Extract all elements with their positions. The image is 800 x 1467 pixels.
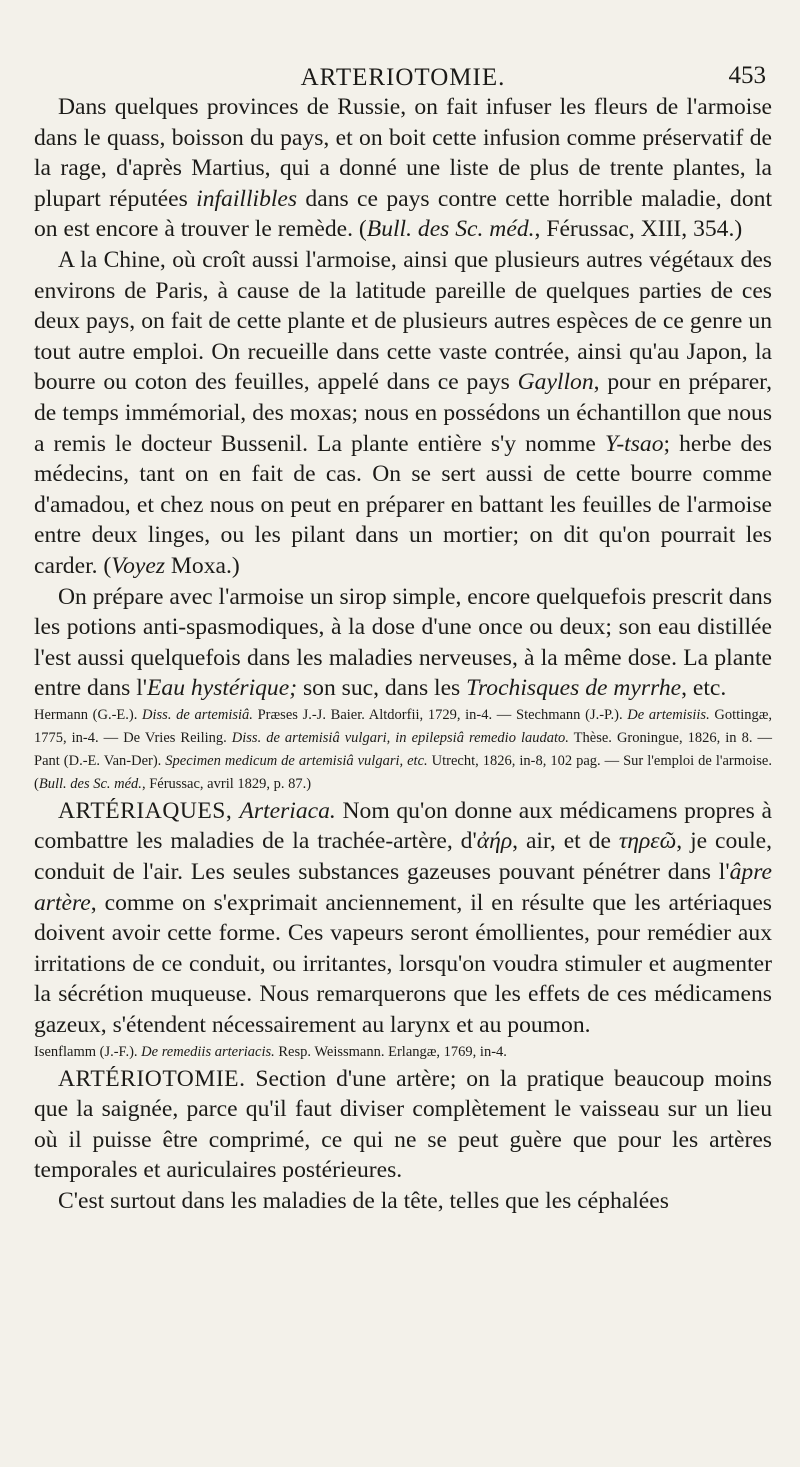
italic-run: Arteriaca.: [239, 797, 336, 824]
page-header: [34, 52, 772, 92]
text-run: son suc, dans les: [297, 675, 467, 702]
italic-run: âpre artère: [34, 859, 772, 916]
entry-arteriotomie: [34, 1064, 772, 1186]
text-run: Utrecht, 1826, in-8, 102 pag. — Sur l'emploi de l'armoise. (: [34, 752, 772, 792]
bibliography-note-arteriacis: [34, 1041, 772, 1064]
text-run: , comme on s'exprimait anciennement, il en résulte que les artériaques doivent avoir cette forme. Ces vapeurs seront émollientes, pour remédier aux irritations de ce conduit, ou irritantes, lorsqu'on voudra stimuler et augmenter la sécrétion muqueuse. Nous remarquerons que les effets de ces médicamens gazeux, s'étendent nécessairement au larynx et au poumon.: [34, 889, 772, 1039]
citation-journal: Bull. des Sc. méd.: [366, 216, 535, 243]
text-run: Gottingæ, 1775, in-4. — De Vries Reiling.: [34, 706, 773, 746]
entry-headword: ARTÉRIOTOMIE.: [58, 1065, 246, 1092]
text-run: , Férussac, XIII, 354.): [534, 216, 743, 243]
text-run: , Férussac, avril 1829, p. 87.): [141, 775, 312, 792]
text-run: A la Chine, où croît aussi l'armoise, ainsi que plusieurs autres végétaux des environs de Paris, à cause de la latitude pareille de quelques parties de ces deux pays, on fait de cette plante et de plusieurs autres espèces de ce genre un tout autre emploi. On recueille dans cette vaste contrée, ainsi qu'au Japon, la bourre ou coton des feuilles, appelé dans ce pays: [34, 246, 772, 396]
italic-run: Trochisques de myrrhe: [466, 675, 682, 702]
text-run: On prépare avec l'armoise un sirop simple, encore quelquefois prescrit dans les potions anti-spasmodiques, à la dose d'une once ou deux; son eau distillée l'est aussi quelquefois dans les maladies nerveuses, à la même dose. La plante entre dans l': [34, 583, 772, 702]
italic-run: Diss. de artemisiâ vulgari, in epilepsiâ remedio laudato.: [231, 729, 569, 746]
greek-word: τηρεῶ: [618, 828, 677, 855]
running-title: ARTERIOTOMIE.: [300, 64, 506, 91]
italic-run: Specimen medicum de artemisiâ vulgari, etc.: [165, 752, 428, 769]
italic-run: De remediis arteriacis.: [141, 1043, 275, 1060]
italic-run: infaillibles: [196, 185, 298, 212]
text-run: Moxa.): [165, 552, 240, 579]
text-run: Hermann (G.-E.).: [34, 706, 143, 723]
text-run: Resp. Weissmann. Erlangæ, 1769, in-4.: [274, 1043, 507, 1060]
italic-run: Bull. des Sc. méd.: [38, 775, 142, 792]
text-run: Isenflamm (J.-F.).: [34, 1043, 142, 1060]
italic-run: Voyez: [111, 552, 166, 579]
greek-word: ἀήρ: [476, 828, 513, 855]
bibliography-note-artemisia: [34, 704, 772, 796]
text-run: , pour en préparer, de temps immémorial, des moxas; nous en possédons un échantillon que nous a remis le docteur Bussenil. La plante entière s'y nomme: [34, 369, 772, 457]
text-run: Thèse. Groningue, 1826, in 8. — Pant (D.-E. Van-Der).: [34, 729, 772, 769]
text-run: C'est surtout dans les maladies de la tête, telles que les céphalées: [58, 1188, 669, 1214]
paragraph-preparation: [34, 582, 772, 704]
body-text: [34, 92, 772, 1217]
text-run: Præses J.-J. Baier. Altdorfii, 1729, in-4. — Stechmann (J.-P.).: [252, 706, 628, 723]
text-run: , etc.: [681, 675, 727, 702]
italic-run: Gayllon: [517, 369, 594, 396]
entry-headword: ARTÉRIAQUES,: [58, 797, 240, 824]
text-run: Section d'une artère; on la pratique beaucoup moins que la saignée, parce qu'il faut diviser complètement le vaisseau sur un lieu où il puisse être comprimé, ce qui ne se peut guère que pour les artères temporales et auriculaires postérieures.: [34, 1065, 772, 1184]
text-run: Nom qu'on donne aux médicamens propres à combattre les maladies de la trachée-artère, d': [34, 797, 772, 855]
text-run: Dans quelques provinces de Russie, on fait infuser les fleurs de l'armoise dans le quass, boisson du pays, et on boit cette infusion comme préservatif de la rage, d'après Martius, qui a donné une liste de plus de trente plantes, la plupart réputées: [34, 94, 772, 212]
text-run: dans ce pays contre cette horrible maladie, dont on est encore à trouver le remède. (: [34, 185, 772, 243]
text-run: , air, et de: [512, 828, 619, 855]
italic-run: Diss. de artemisiâ.: [142, 706, 253, 723]
text-run: , je coule, conduit de l'air. Les seules substances gazeuses pouvant pénétrer dans l': [34, 828, 772, 886]
italic-run: Y-tsao: [604, 430, 664, 457]
italic-run: De artemisiis.: [627, 706, 710, 723]
entry-arteriaques: [34, 796, 772, 1041]
paragraph-russia: [34, 92, 772, 245]
paragraph-continuation: [34, 1186, 772, 1217]
page-number: 453: [728, 62, 766, 89]
text-run: ; herbe des médecins, tant on en fait de cas. On se sert aussi de cette bourre comme d'amadou, et chez nous on peut en préparer en battant les feuilles de l'armoise entre deux linges, ou les pilant dans un mortier; on dit qu'on pourrait les carder. (: [34, 430, 772, 579]
italic-run: Eau hystérique;: [147, 675, 298, 702]
paragraph-china: [34, 245, 772, 582]
